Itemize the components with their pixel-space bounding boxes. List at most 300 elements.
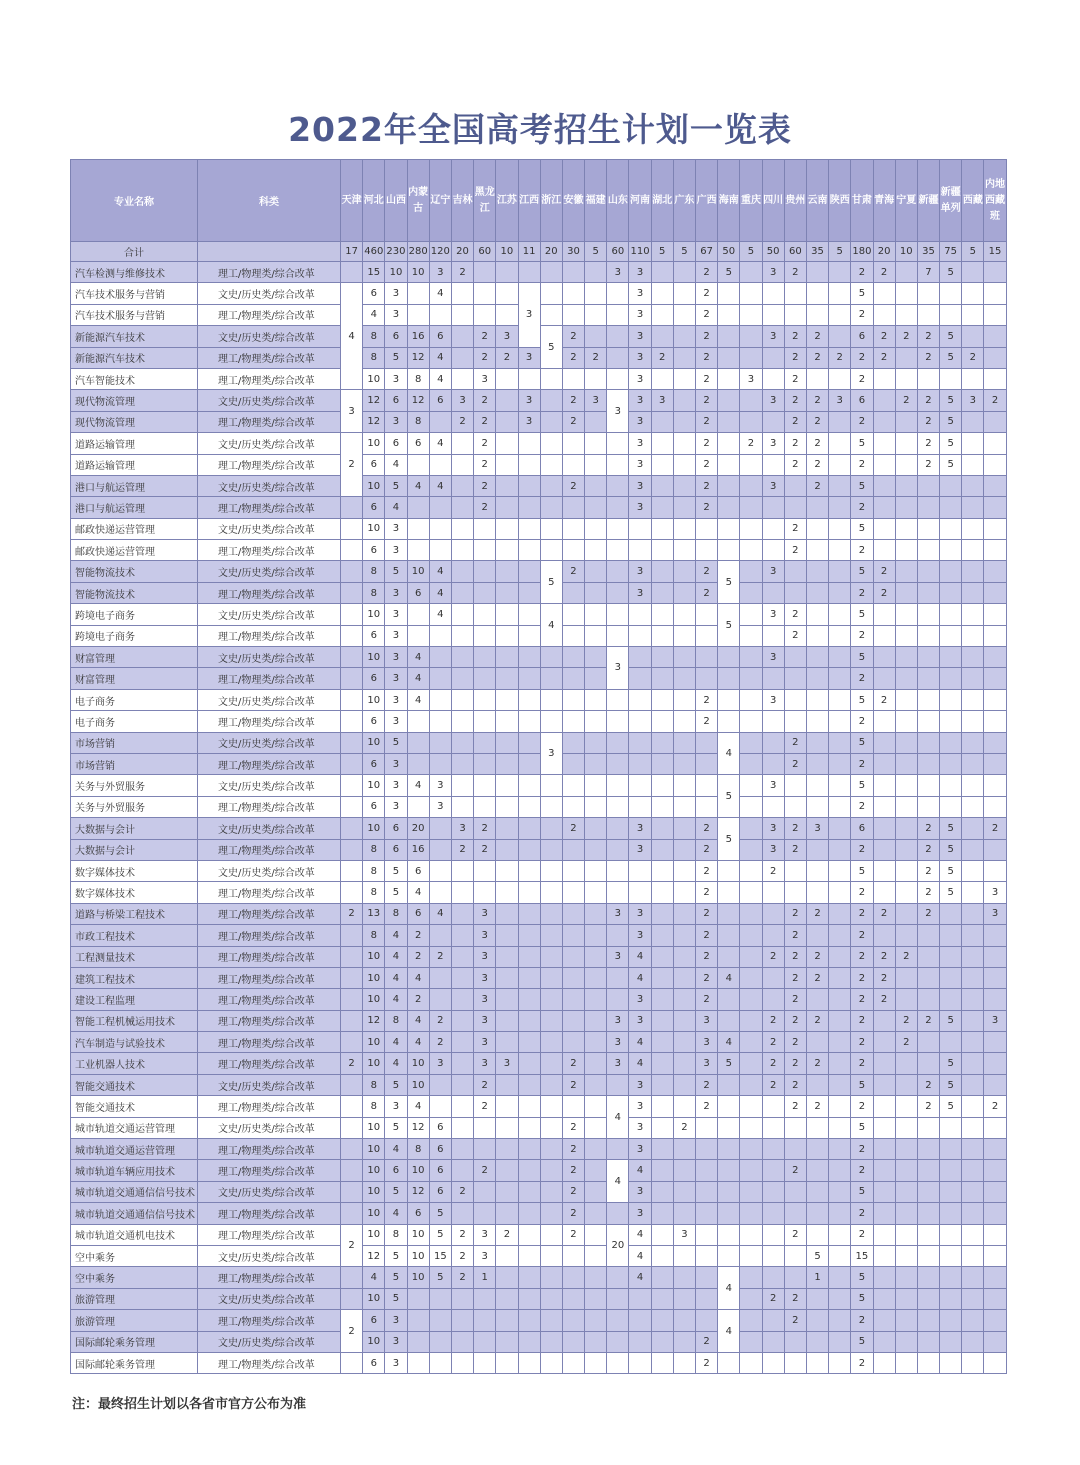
quota-cell bbox=[740, 1310, 762, 1331]
quota-cell bbox=[407, 304, 429, 325]
quota-cell: 2 bbox=[407, 946, 429, 967]
quota-cell bbox=[496, 561, 518, 582]
quota-cell bbox=[673, 1032, 695, 1053]
quota-cell bbox=[518, 1117, 540, 1138]
quota-cell bbox=[984, 582, 1006, 603]
quota-cell bbox=[540, 989, 562, 1010]
quota-cell bbox=[341, 1288, 363, 1309]
quota-cell bbox=[562, 753, 584, 774]
quota-cell bbox=[895, 1181, 917, 1202]
quota-cell bbox=[762, 283, 784, 304]
quota-cell bbox=[607, 283, 629, 304]
quota-cell bbox=[341, 1181, 363, 1202]
quota-cell: 2 bbox=[474, 497, 496, 518]
quota-cell bbox=[895, 433, 917, 454]
quota-cell bbox=[474, 775, 496, 796]
quota-cell bbox=[806, 1203, 828, 1224]
quota-cell bbox=[762, 1331, 784, 1352]
quota-cell: 2 bbox=[696, 689, 718, 710]
quota-cell bbox=[962, 304, 984, 325]
quota-cell bbox=[562, 946, 584, 967]
major-name: 城市轨道交通机电技术 bbox=[71, 1224, 198, 1245]
quota-cell bbox=[518, 454, 540, 475]
quota-cell: 2 bbox=[740, 433, 762, 454]
quota-cell bbox=[341, 647, 363, 668]
quota-cell bbox=[407, 711, 429, 732]
quota-cell bbox=[540, 775, 562, 796]
table-row bbox=[71, 1053, 1007, 1074]
quota-cell: 2 bbox=[873, 989, 895, 1010]
quota-cell: 3 bbox=[629, 561, 651, 582]
quota-cell bbox=[740, 582, 762, 603]
quota-cell bbox=[585, 689, 607, 710]
quota-cell bbox=[651, 433, 673, 454]
quota-cell: 5 bbox=[385, 1288, 407, 1309]
quota-cell: 8 bbox=[363, 561, 385, 582]
quota-cell: 2 bbox=[851, 540, 873, 561]
major-name: 数字媒体技术 bbox=[71, 882, 198, 903]
quota-cell bbox=[784, 497, 806, 518]
quota-cell bbox=[762, 1352, 784, 1373]
quota-cell bbox=[873, 1117, 895, 1138]
quota-cell bbox=[673, 1096, 695, 1117]
quota-cell: 5 bbox=[718, 262, 740, 283]
quota-cell: 3 bbox=[496, 1053, 518, 1074]
quota-cell bbox=[673, 1288, 695, 1309]
quota-cell bbox=[718, 1096, 740, 1117]
quota-cell bbox=[806, 796, 828, 817]
major-name: 汽车智能技术 bbox=[71, 368, 198, 389]
quota-cell: 2 bbox=[873, 561, 895, 582]
quota-cell bbox=[718, 946, 740, 967]
quota-cell: 2 bbox=[984, 1096, 1006, 1117]
quota-cell: 8 bbox=[385, 1224, 407, 1245]
quota-cell bbox=[651, 411, 673, 432]
header-province: 浙江 bbox=[540, 160, 562, 242]
quota-cell: 5 bbox=[851, 283, 873, 304]
quota-cell: 2 bbox=[784, 518, 806, 539]
quota-cell bbox=[718, 1203, 740, 1224]
quota-cell bbox=[762, 989, 784, 1010]
quota-cell bbox=[540, 262, 562, 283]
quota-cell bbox=[873, 1181, 895, 1202]
quota-cell bbox=[651, 839, 673, 860]
quota-cell: 2 bbox=[895, 390, 917, 411]
quota-cell bbox=[762, 454, 784, 475]
quota-cell: 2 bbox=[451, 1181, 473, 1202]
quota-cell bbox=[585, 518, 607, 539]
quota-cell bbox=[806, 625, 828, 646]
quota-cell bbox=[718, 1181, 740, 1202]
quota-cell bbox=[474, 1139, 496, 1160]
quota-cell: 3 bbox=[385, 411, 407, 432]
subject-type: 理工/物理类/综合改革 bbox=[198, 668, 341, 689]
quota-cell: 8 bbox=[363, 839, 385, 860]
quota-cell bbox=[984, 561, 1006, 582]
quota-cell: 2 bbox=[895, 326, 917, 347]
quota-cell: 2 bbox=[851, 925, 873, 946]
table-row bbox=[71, 775, 1007, 796]
quota-cell bbox=[940, 1181, 962, 1202]
quota-cell bbox=[806, 1310, 828, 1331]
quota-cell bbox=[895, 882, 917, 903]
quota-cell bbox=[784, 1181, 806, 1202]
merged-quota-cell: 4 bbox=[718, 1310, 740, 1353]
quota-cell bbox=[651, 1160, 673, 1181]
quota-cell bbox=[673, 368, 695, 389]
quota-cell: 10 bbox=[363, 989, 385, 1010]
quota-cell bbox=[895, 839, 917, 860]
quota-cell: 3 bbox=[474, 1010, 496, 1031]
quota-cell bbox=[940, 540, 962, 561]
merged-quota-cell: 5 bbox=[718, 604, 740, 647]
quota-cell bbox=[962, 711, 984, 732]
quota-cell bbox=[740, 1352, 762, 1373]
quota-cell: 2 bbox=[696, 283, 718, 304]
quota-cell bbox=[829, 497, 851, 518]
quota-cell bbox=[696, 647, 718, 668]
quota-cell bbox=[740, 732, 762, 753]
quota-cell bbox=[607, 1352, 629, 1373]
quota-cell bbox=[895, 818, 917, 839]
quota-cell bbox=[651, 582, 673, 603]
quota-cell bbox=[940, 946, 962, 967]
quota-cell bbox=[673, 711, 695, 732]
quota-cell bbox=[585, 582, 607, 603]
quota-cell: 2 bbox=[696, 989, 718, 1010]
quota-cell bbox=[829, 689, 851, 710]
quota-cell bbox=[451, 925, 473, 946]
quota-cell: 4 bbox=[429, 433, 451, 454]
quota-cell bbox=[540, 689, 562, 710]
quota-cell: 2 bbox=[851, 582, 873, 603]
quota-cell bbox=[496, 689, 518, 710]
quota-cell bbox=[585, 1160, 607, 1181]
quota-cell bbox=[873, 625, 895, 646]
quota-cell bbox=[740, 860, 762, 881]
quota-cell bbox=[895, 1203, 917, 1224]
subject-type: 文史/历史类/综合改革 bbox=[198, 860, 341, 881]
quota-cell bbox=[673, 411, 695, 432]
quota-cell: 12 bbox=[363, 1010, 385, 1031]
quota-cell: 2 bbox=[696, 390, 718, 411]
quota-cell: 2 bbox=[895, 1032, 917, 1053]
quota-cell bbox=[940, 989, 962, 1010]
quota-cell bbox=[518, 946, 540, 967]
quota-cell bbox=[673, 1331, 695, 1352]
quota-cell bbox=[585, 711, 607, 732]
table-row bbox=[71, 753, 1007, 774]
quota-cell bbox=[607, 304, 629, 325]
quota-cell: 5 bbox=[940, 262, 962, 283]
quota-cell bbox=[540, 1139, 562, 1160]
quota-cell: 2 bbox=[474, 390, 496, 411]
quota-cell: 5 bbox=[851, 1117, 873, 1138]
quota-cell bbox=[984, 796, 1006, 817]
subject-type: 文史/历史类/综合改革 bbox=[198, 390, 341, 411]
subject-type: 文史/历史类/综合改革 bbox=[198, 732, 341, 753]
major-name: 数字媒体技术 bbox=[71, 860, 198, 881]
quota-cell bbox=[829, 668, 851, 689]
quota-cell: 2 bbox=[562, 1074, 584, 1095]
quota-cell bbox=[585, 497, 607, 518]
quota-cell bbox=[629, 1310, 651, 1331]
quota-cell bbox=[429, 454, 451, 475]
quota-cell bbox=[917, 989, 939, 1010]
quota-cell bbox=[917, 711, 939, 732]
quota-cell bbox=[562, 647, 584, 668]
quota-cell bbox=[429, 1074, 451, 1095]
quota-cell bbox=[895, 561, 917, 582]
quota-cell bbox=[962, 1053, 984, 1074]
quota-cell bbox=[585, 540, 607, 561]
major-name: 智能交通技术 bbox=[71, 1074, 198, 1095]
quota-cell bbox=[496, 411, 518, 432]
total-value: 5 bbox=[829, 242, 851, 262]
quota-cell: 4 bbox=[629, 946, 651, 967]
quota-cell: 2 bbox=[562, 347, 584, 368]
quota-cell bbox=[429, 1352, 451, 1373]
quota-cell bbox=[496, 625, 518, 646]
quota-cell: 10 bbox=[407, 1245, 429, 1266]
quota-cell bbox=[873, 604, 895, 625]
quota-cell bbox=[585, 903, 607, 924]
quota-cell: 2 bbox=[474, 1160, 496, 1181]
quota-cell bbox=[962, 732, 984, 753]
quota-cell bbox=[651, 882, 673, 903]
quota-cell bbox=[873, 1139, 895, 1160]
quota-cell bbox=[451, 1096, 473, 1117]
quota-cell: 2 bbox=[407, 989, 429, 1010]
quota-cell bbox=[496, 882, 518, 903]
quota-cell: 2 bbox=[696, 946, 718, 967]
quota-cell bbox=[651, 732, 673, 753]
quota-cell bbox=[917, 1139, 939, 1160]
quota-cell bbox=[562, 796, 584, 817]
header-province: 青海 bbox=[873, 160, 895, 242]
quota-cell bbox=[784, 882, 806, 903]
quota-cell bbox=[651, 368, 673, 389]
quota-cell: 2 bbox=[806, 903, 828, 924]
quota-cell bbox=[917, 561, 939, 582]
quota-cell bbox=[673, 989, 695, 1010]
quota-cell bbox=[940, 775, 962, 796]
quota-cell bbox=[940, 1310, 962, 1331]
quota-cell bbox=[673, 1245, 695, 1266]
quota-cell bbox=[496, 582, 518, 603]
quota-cell: 3 bbox=[474, 967, 496, 988]
quota-cell bbox=[518, 1310, 540, 1331]
quota-cell bbox=[984, 753, 1006, 774]
quota-cell: 4 bbox=[429, 283, 451, 304]
quota-cell bbox=[895, 475, 917, 496]
quota-cell bbox=[651, 561, 673, 582]
quota-cell bbox=[673, 1074, 695, 1095]
quota-cell bbox=[562, 925, 584, 946]
quota-cell bbox=[829, 1224, 851, 1245]
quota-cell: 2 bbox=[474, 454, 496, 475]
quota-cell: 2 bbox=[696, 1074, 718, 1095]
quota-cell bbox=[962, 1032, 984, 1053]
quota-cell bbox=[962, 1117, 984, 1138]
quota-cell: 2 bbox=[895, 946, 917, 967]
quota-cell: 3 bbox=[829, 390, 851, 411]
table-row bbox=[71, 967, 1007, 988]
quota-cell: 2 bbox=[851, 753, 873, 774]
quota-cell: 2 bbox=[806, 411, 828, 432]
quota-cell bbox=[518, 668, 540, 689]
quota-cell bbox=[341, 1267, 363, 1288]
quota-cell bbox=[940, 796, 962, 817]
quota-cell bbox=[696, 1181, 718, 1202]
quota-cell bbox=[696, 1139, 718, 1160]
quota-cell bbox=[451, 668, 473, 689]
quota-cell bbox=[895, 668, 917, 689]
quota-cell bbox=[562, 1032, 584, 1053]
quota-cell bbox=[341, 604, 363, 625]
quota-cell: 3 bbox=[984, 1010, 1006, 1031]
header-province: 广西 bbox=[696, 160, 718, 242]
quota-cell bbox=[451, 753, 473, 774]
quota-cell bbox=[806, 668, 828, 689]
quota-cell: 2 bbox=[984, 390, 1006, 411]
quota-cell bbox=[651, 497, 673, 518]
quota-cell bbox=[607, 967, 629, 988]
quota-cell bbox=[806, 882, 828, 903]
quota-cell: 12 bbox=[407, 1117, 429, 1138]
merged-quota-cell: 20 bbox=[607, 1224, 629, 1267]
quota-cell bbox=[518, 818, 540, 839]
header-major: 专业名称 bbox=[71, 160, 198, 242]
quota-cell bbox=[984, 1331, 1006, 1352]
merged-quota-cell: 3 bbox=[341, 390, 363, 433]
quota-cell: 4 bbox=[718, 967, 740, 988]
quota-cell bbox=[451, 1203, 473, 1224]
total-blank bbox=[198, 242, 341, 262]
quota-cell bbox=[651, 989, 673, 1010]
quota-cell bbox=[451, 604, 473, 625]
header-province: 宁夏 bbox=[895, 160, 917, 242]
quota-cell bbox=[895, 1160, 917, 1181]
quota-cell: 3 bbox=[385, 1310, 407, 1331]
quota-cell bbox=[917, 475, 939, 496]
quota-cell bbox=[607, 368, 629, 389]
subject-type: 理工/物理类/综合改革 bbox=[198, 1203, 341, 1224]
quota-cell bbox=[474, 1331, 496, 1352]
quota-cell bbox=[562, 604, 584, 625]
total-row bbox=[71, 242, 1007, 262]
quota-cell bbox=[984, 1224, 1006, 1245]
subject-type: 理工/物理类/综合改革 bbox=[198, 796, 341, 817]
quota-cell bbox=[917, 1331, 939, 1352]
quota-cell: 12 bbox=[363, 411, 385, 432]
quota-cell: 2 bbox=[962, 347, 984, 368]
quota-cell bbox=[341, 497, 363, 518]
quota-cell bbox=[940, 967, 962, 988]
quota-cell bbox=[762, 753, 784, 774]
quota-cell bbox=[917, 1352, 939, 1373]
quota-cell bbox=[984, 475, 1006, 496]
quota-cell bbox=[562, 433, 584, 454]
quota-cell: 3 bbox=[762, 604, 784, 625]
quota-cell bbox=[784, 860, 806, 881]
quota-cell bbox=[341, 711, 363, 732]
quota-cell bbox=[784, 796, 806, 817]
quota-cell: 3 bbox=[474, 1032, 496, 1053]
merged-quota-cell: 4 bbox=[341, 283, 363, 390]
quota-cell bbox=[806, 604, 828, 625]
quota-cell bbox=[562, 625, 584, 646]
quota-cell: 6 bbox=[407, 1203, 429, 1224]
quota-cell: 2 bbox=[696, 347, 718, 368]
quota-cell: 3 bbox=[629, 839, 651, 860]
quota-cell bbox=[540, 1352, 562, 1373]
quota-cell bbox=[762, 411, 784, 432]
quota-cell bbox=[673, 860, 695, 881]
quota-cell: 5 bbox=[940, 1074, 962, 1095]
total-value: 110 bbox=[629, 242, 651, 262]
quota-cell bbox=[474, 1310, 496, 1331]
subject-type: 文史/历史类/综合改革 bbox=[198, 775, 341, 796]
quota-cell: 4 bbox=[629, 967, 651, 988]
quota-cell bbox=[917, 368, 939, 389]
quota-cell: 2 bbox=[474, 347, 496, 368]
quota-cell: 3 bbox=[451, 390, 473, 411]
quota-cell bbox=[451, 647, 473, 668]
table-row bbox=[71, 390, 1007, 411]
quota-cell bbox=[873, 753, 895, 774]
quota-cell bbox=[341, 1074, 363, 1095]
quota-cell: 3 bbox=[385, 1352, 407, 1373]
quota-cell bbox=[451, 711, 473, 732]
quota-cell bbox=[429, 882, 451, 903]
quota-cell: 2 bbox=[895, 1010, 917, 1031]
quota-cell bbox=[562, 668, 584, 689]
quota-cell bbox=[562, 967, 584, 988]
quota-cell bbox=[496, 390, 518, 411]
quota-cell bbox=[518, 262, 540, 283]
quota-cell: 4 bbox=[385, 1053, 407, 1074]
quota-cell: 5 bbox=[940, 326, 962, 347]
quota-cell bbox=[940, 497, 962, 518]
quota-cell bbox=[585, 839, 607, 860]
quota-cell bbox=[806, 1224, 828, 1245]
subject-type: 理工/物理类/综合改革 bbox=[198, 1160, 341, 1181]
quota-cell bbox=[540, 304, 562, 325]
major-name: 汽车技术服务与营销 bbox=[71, 283, 198, 304]
quota-cell bbox=[829, 518, 851, 539]
quota-cell: 4 bbox=[429, 347, 451, 368]
quota-cell: 6 bbox=[363, 1310, 385, 1331]
quota-cell: 2 bbox=[851, 347, 873, 368]
total-value: 120 bbox=[429, 242, 451, 262]
quota-cell bbox=[562, 1245, 584, 1266]
quota-cell: 8 bbox=[363, 1074, 385, 1095]
table-row bbox=[71, 518, 1007, 539]
quota-cell bbox=[873, 1352, 895, 1373]
quota-cell bbox=[829, 925, 851, 946]
quota-cell bbox=[984, 732, 1006, 753]
quota-cell bbox=[873, 1203, 895, 1224]
quota-cell bbox=[784, 1331, 806, 1352]
quota-cell bbox=[984, 860, 1006, 881]
table-row bbox=[71, 1224, 1007, 1245]
quota-cell bbox=[518, 753, 540, 774]
major-name: 现代物流管理 bbox=[71, 390, 198, 411]
header-province: 陕西 bbox=[829, 160, 851, 242]
quota-cell: 4 bbox=[385, 497, 407, 518]
quota-cell bbox=[806, 518, 828, 539]
